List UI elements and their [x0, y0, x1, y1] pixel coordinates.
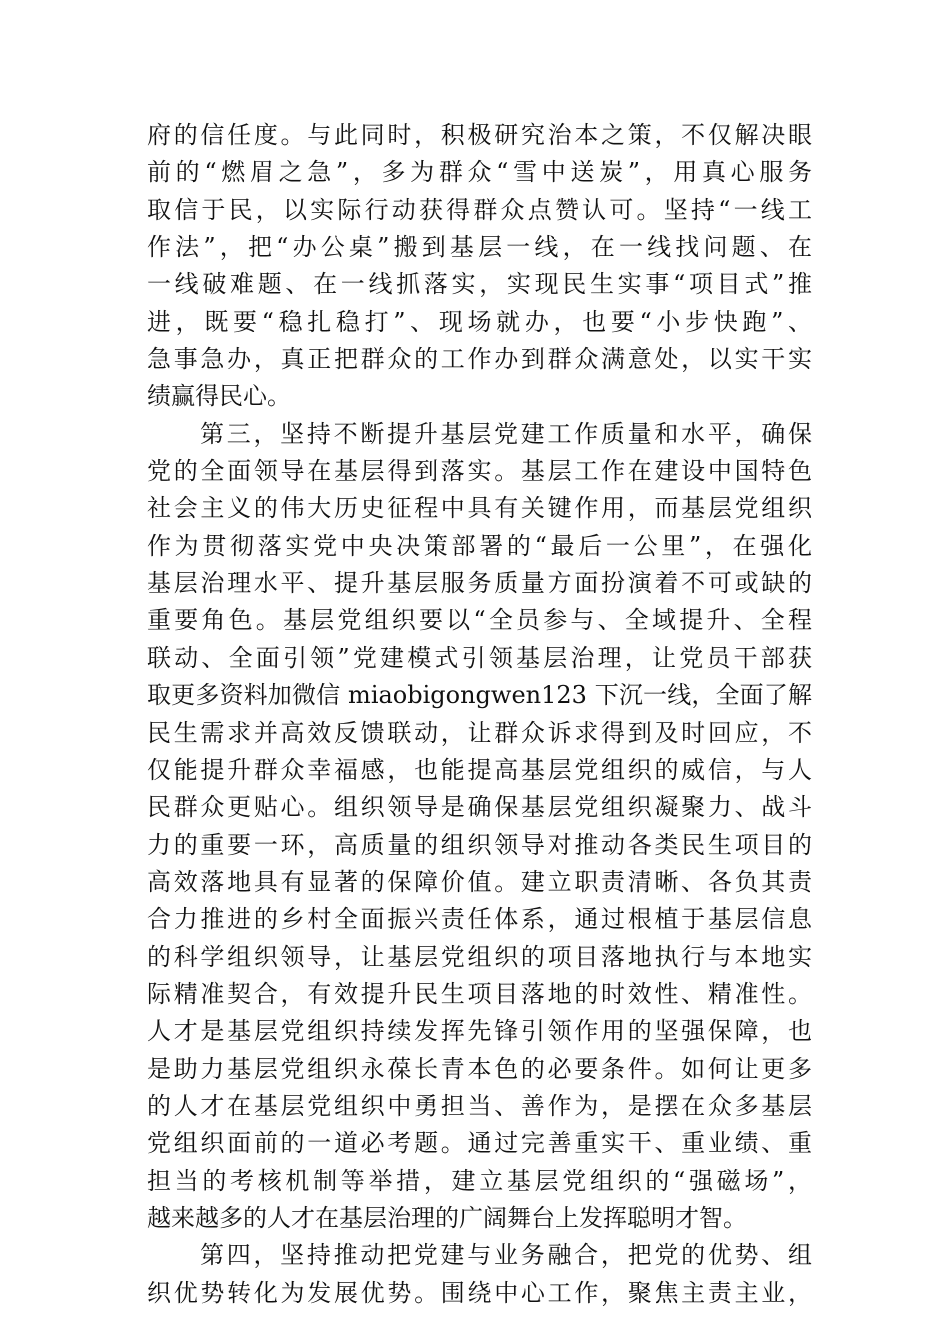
text-line: 是助力基层党组织永葆长青本色的必要条件。如何让更多: [147, 1054, 812, 1083]
text-line: 的科学组织领导，让基层党组织的项目落地执行与本地实: [147, 942, 812, 971]
text-line: 社会主义的伟大历史征程中具有关键作用，而基层党组织: [147, 494, 812, 523]
text-line: 力的重要一环，高质量的组织领导对推动各类民生项目的: [147, 830, 812, 859]
text-line: 重要角色。基层党组织要以“全员参与、全域提升、全程: [147, 606, 812, 635]
text-line: 绩赢得民心。: [147, 382, 291, 411]
text-line: 基层治理水平、提升基层服务质量方面扮演着不可或缺的: [147, 569, 812, 598]
paragraph-first-line: 第三，坚持不断提升基层党建工作质量和水平，确保: [200, 419, 812, 448]
text-line: 进，既要“稳扎稳打”、现场就办，也要“小步快跑”、: [147, 307, 812, 336]
text-line: 急事急办，真正把群众的工作办到群众满意处，以实干实: [147, 345, 812, 374]
text-line: 一线破难题、在一线抓落实，实现民生实事“项目式”推: [147, 270, 812, 299]
text-line: 取更多资料加微信 miaobigongwen123 下沉一线，全面了解: [147, 681, 812, 710]
text-line: 党组织面前的一道必考题。通过完善重实干、重业绩、重: [147, 1129, 812, 1158]
text-line: 取信于民，以实际行动获得群众点赞认可。坚持“一线工: [147, 195, 812, 224]
text-line: 前的“燃眉之急”，多为群众“雪中送炭”，用真心服务: [147, 158, 812, 187]
text-line: 民生需求并高效反馈联动，让群众诉求得到及时回应，不: [147, 718, 812, 747]
document-body: [147, 117, 812, 1312]
text-line: 担当的考核机制等举措，建立基层党组织的“强磁场”，: [147, 1166, 812, 1195]
text-line: 府的信任度。与此同时，积极研究治本之策，不仅解决眼: [147, 121, 812, 149]
paragraph-first-line: 第四，坚持推动把党建与业务融合，把党的优势、组: [200, 1241, 812, 1270]
text-line: 织优势转化为发展优势。围绕中心工作，聚焦主责主业，: [147, 1278, 812, 1307]
text-line: 民群众更贴心。组织领导是确保基层党组织凝聚力、战斗: [147, 793, 812, 822]
text-line: 联动、全面引领”党建模式引领基层治理，让党员干部获: [147, 643, 812, 672]
text-line: 作为贯彻落实党中央决策部署的“最后一公里”，在强化: [147, 531, 812, 560]
text-line: 越来越多的人才在基层治理的广阔舞台上发挥聪明才智。: [147, 1203, 747, 1232]
text-line: 高效落地具有显著的保障价值。建立职责清晰、各负其责: [147, 867, 812, 896]
text-line: 党的全面领导在基层得到落实。基层工作在建设中国特色: [147, 457, 812, 486]
text-line: 的人才在基层党组织中勇担当、善作为，是摆在众多基层: [147, 1091, 812, 1120]
text-line: 际精准契合，有效提升民生项目落地的时效性、精准性。: [147, 979, 812, 1008]
text-line: 合力推进的乡村全面振兴责任体系，通过根植于基层信息: [147, 905, 812, 934]
text-line: 人才是基层党组织持续发挥先锋引领作用的坚强保障，也: [147, 1017, 812, 1046]
text-line: 仅能提升群众幸福感，也能提高基层党组织的威信，与人: [147, 755, 812, 784]
text-line: 作法”，把“办公桌”搬到基层一线，在一线找问题、在: [147, 233, 812, 262]
